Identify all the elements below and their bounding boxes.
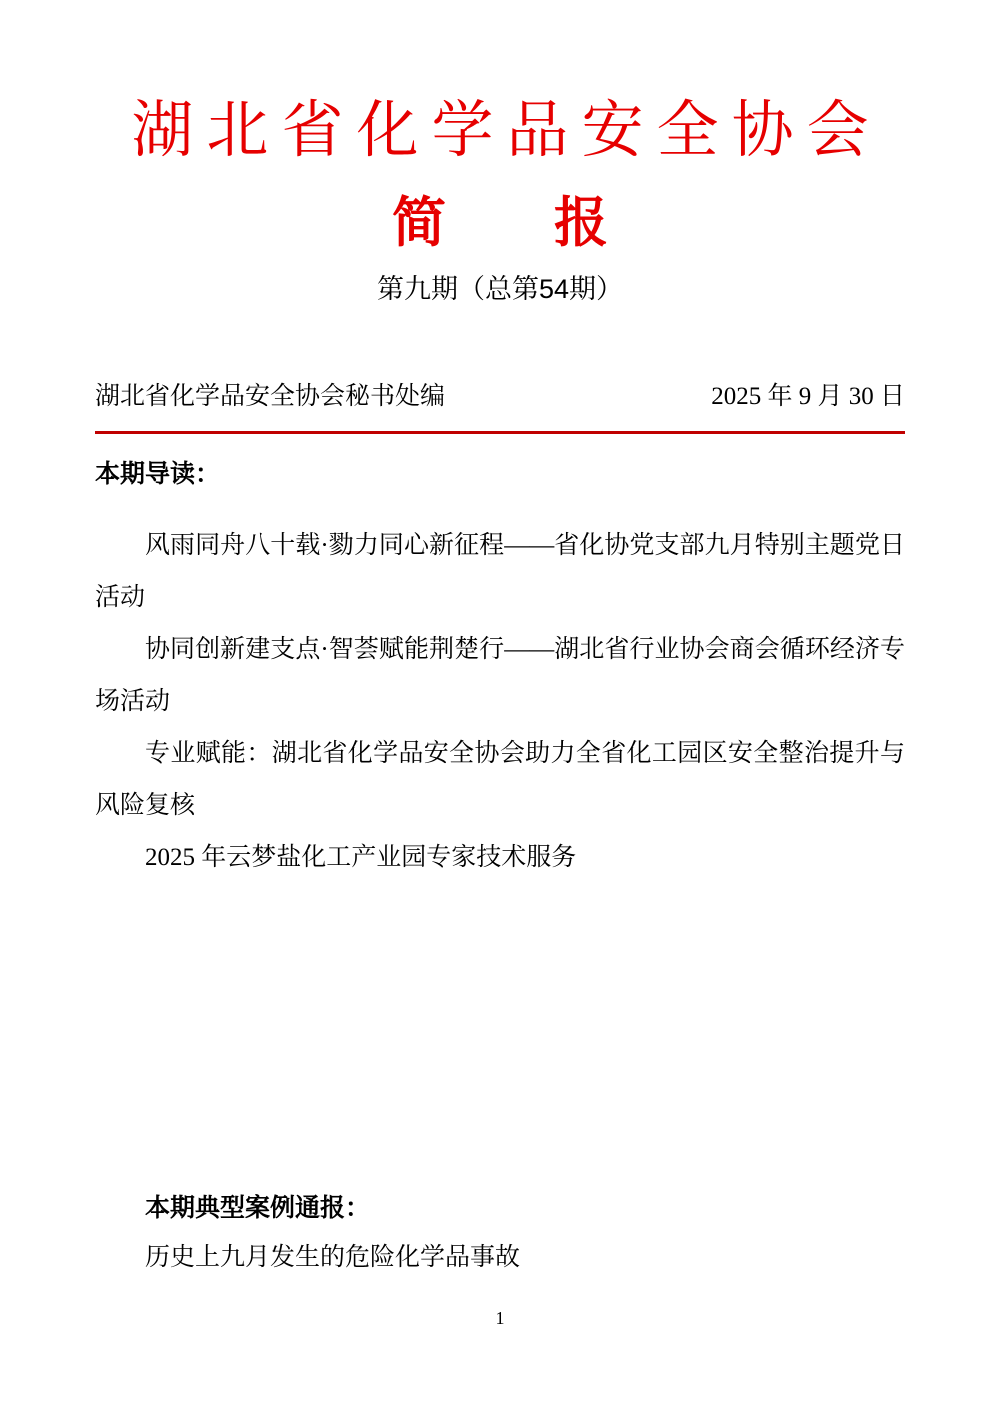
case-item: 历史上九月发生的危险化学品事故 xyxy=(145,1244,521,1271)
document-title: 湖北省化学品安全协会 xyxy=(131,97,882,165)
guide-item: 专业赋能：湖北省化学品安全协会助力全省化工园区安全整治提升与风险复核 xyxy=(95,740,905,819)
publication-date: 2025 年 9 月 30 日 xyxy=(711,383,905,410)
case-section-heading: 本期典型案例通报： xyxy=(145,1194,371,1222)
guide-item: 2025 年云梦盐化工产业园专家技术服务 xyxy=(145,844,577,871)
document-subtitle: 简 报 xyxy=(392,193,608,253)
document-content xyxy=(95,96,905,1276)
red-divider-rule xyxy=(95,431,905,434)
editor-credit: 湖北省化学品安全协会秘书处编 xyxy=(95,383,446,410)
guide-section-heading: 本期导读： xyxy=(95,460,221,488)
page-number: 1 xyxy=(495,1308,505,1328)
guide-item-list xyxy=(95,520,905,884)
guide-item: 协同创新建支点·智荟赋能荆楚行——湖北省行业协会商会循环经济专场活动 xyxy=(95,636,905,715)
masthead-row xyxy=(95,381,905,413)
guide-item: 风雨同舟八十载·勠力同心新征程——省化协党支部九月特别主题党日活动 xyxy=(95,532,905,611)
issue-number-line: 第九期（总第54期） xyxy=(376,274,624,304)
